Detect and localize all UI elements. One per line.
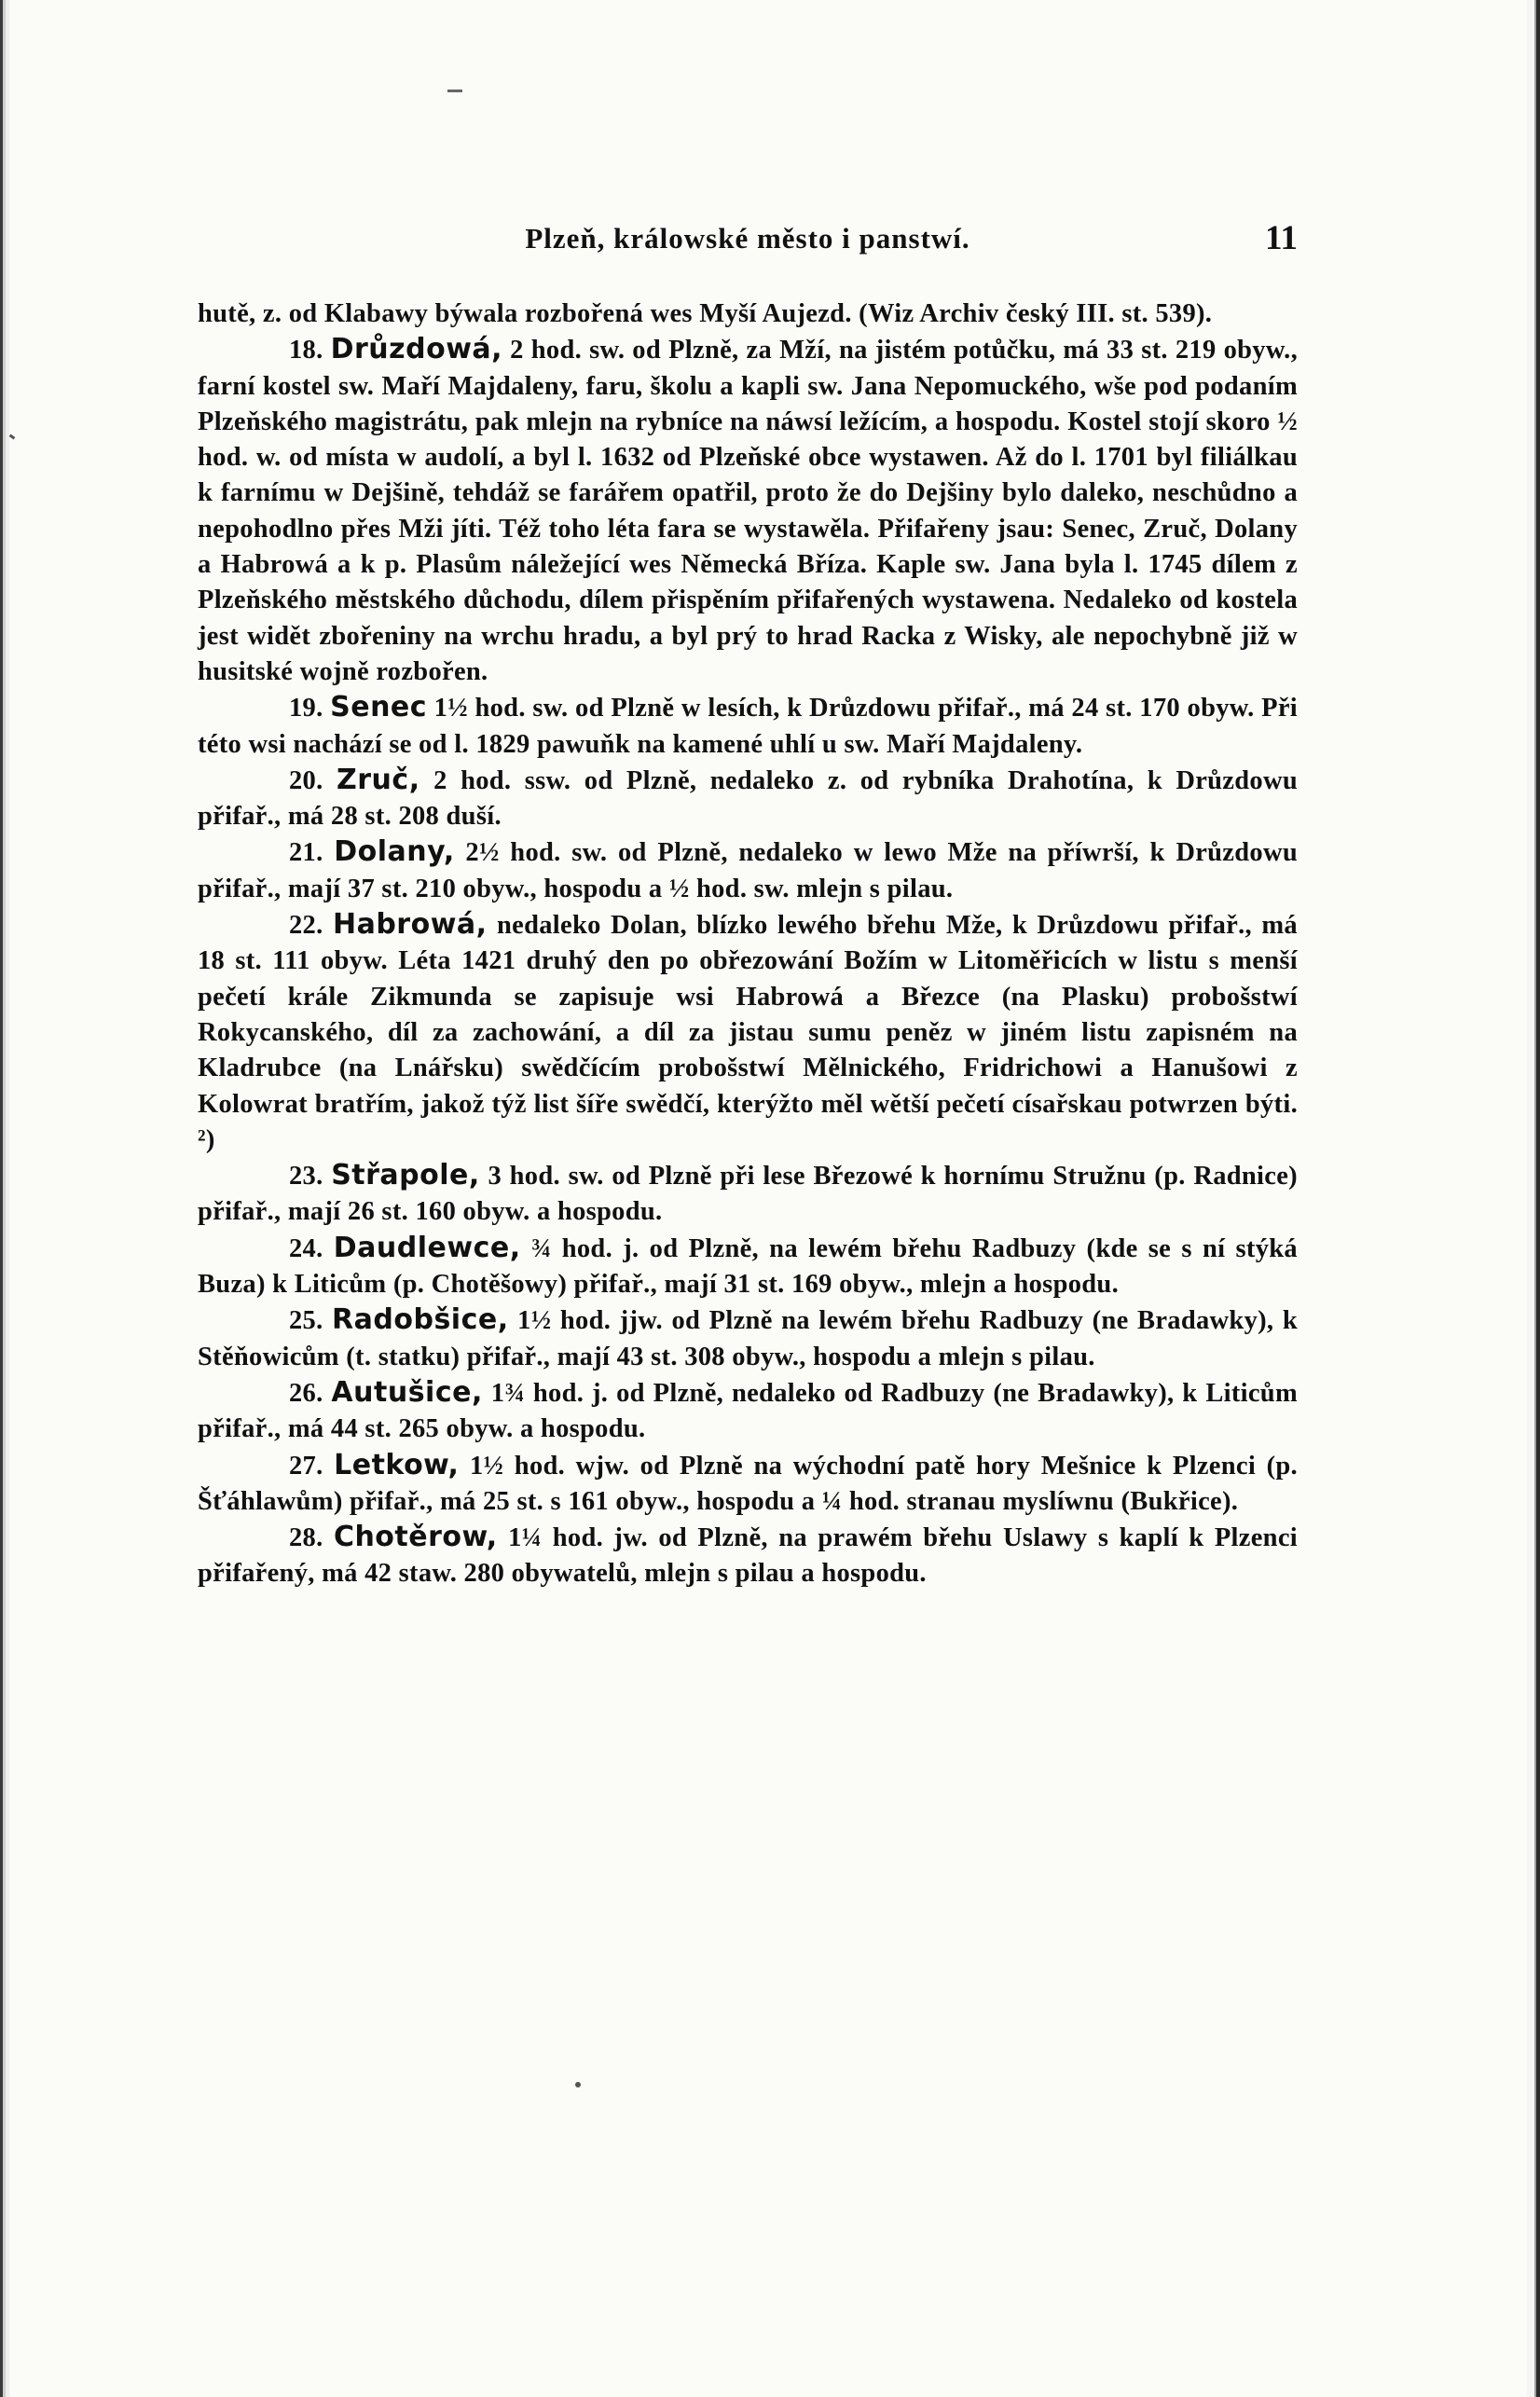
entry-number: 21. — [289, 838, 323, 868]
entry-heading: Chotěrow, — [333, 1521, 498, 1554]
entry-text: 1¼ hod. jw. od Plzně, na prawém břehu Uslawy s kaplí k Plzenci přifařený, má 42 staw. 280 obywatelů, mlejn s pilau a hospodu. — [198, 1523, 1298, 1589]
page-header — [198, 219, 1298, 269]
entry-text: hutě, z. od Klabawy býwala rozbořená wes Myší Aujezd. (Wiz Archiv český III. st. 539). — [198, 299, 1213, 328]
entry-text: 2 hod. sw. od Plzně, za Mží, na jistém potůčku, má 33 st. 219 obyw., farní kostel sw. Maří Majdaleny, faru, školu a kapli sw. Jana Nepomuckého, wše pod podaním Plzeňského magistrátu, pak mlejn na rybníce na náwsí ležícím, a hospodu. Kostel stojí skoro ½ hod. w. od místa w audolí, a byl l. 1632 od Plzeňské obce wystawen. Až do l. 1701 byl filiálkau k farnímu w Dejšině, tehdáž se farářem opatřil, proto že do Dejšiny bylo daleko, neschůdno a nepohodlno přes Mži jíti. Též toho léta fara se wystawěla. Přifařeny jsau: Senec, Zruč, Dolany a Habrowá a k p. Plasům náležející wes Německá Bříza. Kaple sw. Jana byla l. 1745 dílem z Plzeňského městského důchodu, dílem přispěním přifařených wystawena. Nedaleko od kostela jest widět zbořeniny na wrchu hradu, a byl prý to hrad Racka z Wisky, ale nepochybně již w husitské wojně rozbořen. — [198, 336, 1298, 686]
entry-heading: Radobšice, — [332, 1303, 509, 1337]
entry-heading: Zruč, — [337, 763, 420, 796]
entry-heading: Drůzdowá, — [330, 333, 503, 366]
entry-28 — [198, 1520, 1298, 1592]
entry-22 — [198, 907, 1298, 1158]
entry-heading: Autušice, — [331, 1375, 483, 1409]
entry-heading: Střapole, — [331, 1159, 480, 1192]
entry-21 — [198, 834, 1298, 907]
running-title: Plzeň, králowské město i panstwí. — [525, 222, 970, 255]
page-edge-right — [1527, 0, 1540, 2397]
print-mark — [575, 2082, 581, 2087]
entry-number: 25. — [289, 1306, 323, 1336]
entry-heading: Dolany, — [334, 835, 455, 869]
paragraph-continuation — [198, 296, 1298, 332]
entry-number: 19. — [289, 694, 323, 723]
entry-23 — [198, 1158, 1298, 1231]
entry-19 — [198, 690, 1298, 763]
entry-number: 22. — [289, 911, 323, 941]
entry-text: nedaleko Dolan, blízko lewého břehu Mže, k Drůzdowu přifař., má 18 st. 111 obyw. Léta 1421 druhý den po obřezowání Božím w Litoměřicích w listu s menší pečetí krále Zikmunda se zapisuje wsi Habrowá a Březce (na Plasku) probošstwí Rokycanského, díl za zachowání, a díl za jistau sumu peněz w jiném listu zapisném na Kladrubce (na Lnářsku) swědčícím probošstwí Mělnického, Fridrichowi a Hanušowi z Kolowrat bratřím, jakož týž list šíře swědčí, kterýžto měl wětší pečetí císařskau potwrzen býti. ²) — [198, 911, 1298, 1154]
page-number: 11 — [1265, 219, 1298, 257]
entry-number: 18. — [289, 336, 323, 365]
entry-number: 20. — [289, 765, 323, 795]
entry-heading: Habrowá, — [332, 908, 488, 942]
entry-number: 26. — [289, 1378, 323, 1408]
entry-text: 3 hod. sw. od Plzně při lese Březowé k hornímu Stružnu (p. Radnice) přifař., mají 26 st. 160 obyw. a hospodu. — [198, 1162, 1298, 1227]
entry-number: 24. — [289, 1233, 323, 1263]
entry-text: 1½ hod. sw. od Plzně w lesích, k Drůzdowu přifař., má 24 st. 170 obyw. Při této wsi nachází se od l. 1829 pawuňk na kamené uhlí u sw. Maří Majdaleny. — [198, 694, 1298, 759]
print-mark — [9, 434, 16, 440]
entry-number: 23. — [289, 1162, 323, 1192]
entry-24 — [198, 1231, 1298, 1303]
entry-heading: Senec — [330, 691, 428, 724]
entry-26 — [198, 1375, 1298, 1448]
print-mark — [447, 90, 462, 92]
entry-text: 2 hod. ssw. od Plzně, nedaleko z. od rybníka Drahotína, k Drůzdowu přifař., má 28 st. 208 duší. — [198, 765, 1298, 832]
entry-text: 2½ hod. sw. od Plzně, nedaleko w lewo Mže na příwrší, k Drůzdowu přifař., mají 37 st. 210 obyw., hospodu a ½ hod. sw. mlejn s pilau. — [198, 838, 1298, 903]
entry-text: 1½ hod. wjw. od Plzně na wýchodní patě hory Mešnice k Plzenci (p. Šťáhlawům) přifař., má 25 st. s 161 obyw., hospodu a ¼ hod. stranau myslíwnu (Bukřice). — [198, 1451, 1298, 1516]
page-edge-left — [0, 0, 9, 2397]
entry-text: ¾ hod. j. od Plzně, na lewém břehu Radbuzy (kde se s ní stýká Buza) k Liticům (p. Chotěšowy) přifař., mají 31 st. 169 obyw., mlejn a hospodu. — [198, 1233, 1298, 1300]
entry-heading: Daudlewce, — [333, 1231, 521, 1264]
entry-number: 27. — [289, 1451, 323, 1481]
entry-25 — [198, 1302, 1298, 1375]
entry-heading: Letkow, — [334, 1448, 460, 1481]
entry-text: 1½ hod. jjw. od Plzně na lewém břehu Radbuzy (ne Bradawky), k Stěňowicům (t. statku) přifař., mají 43 st. 308 obyw., hospodu a mlejn s pilau. — [198, 1306, 1298, 1371]
entry-20 — [198, 763, 1298, 835]
entry-text: 1¾ hod. j. od Plzně, nedaleko od Radbuzy (ne Bradawky), k Liticům přifař., má 44 st. 265 obyw. a hospodu. — [198, 1378, 1298, 1444]
entry-number: 28. — [289, 1523, 323, 1553]
entry-18 — [198, 332, 1298, 690]
entry-27 — [198, 1448, 1298, 1521]
page-body — [198, 296, 1298, 1592]
